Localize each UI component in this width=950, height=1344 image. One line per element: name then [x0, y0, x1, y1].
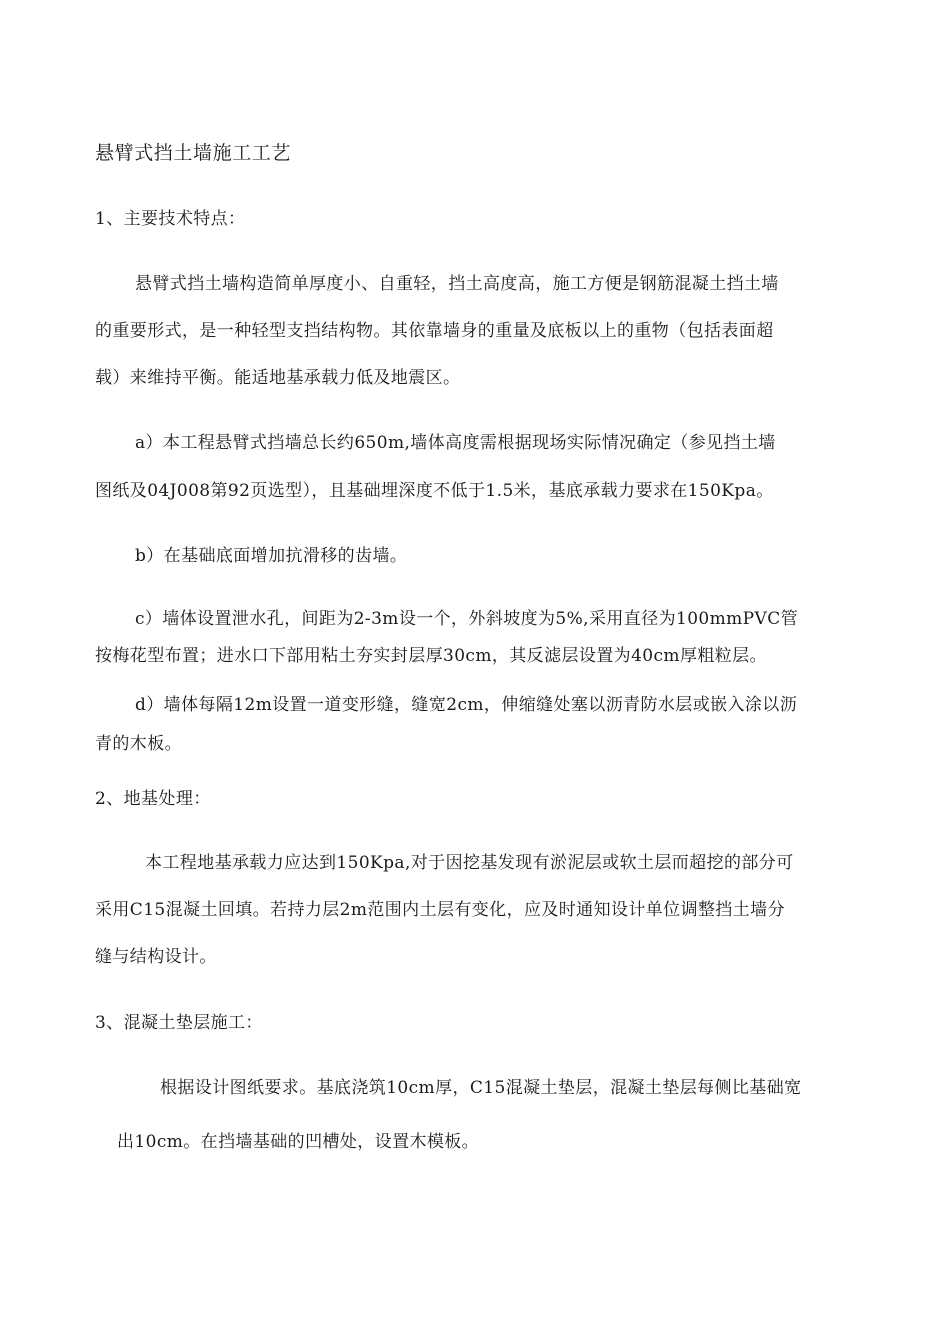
section-1-intro-line-1: 悬臂式挡土墙构造简单厚度小、自重轻，挡土高度高，施工方便是钢筋混凝土挡土墙 — [135, 274, 779, 294]
item-b-line-1: b）在基础底面增加抗滑移的齿墙。 — [135, 546, 408, 566]
section-3-heading: 3、混凝土垫层施工： — [95, 1013, 263, 1033]
section-1-intro-line-2: 的重要形式，是一种轻型支挡结构物。其依靠墙身的重量及底板以上的重物（包括表面超 — [95, 321, 774, 341]
item-c-line-1: c）墙体设置泄水孔，间距为2-3m设一个，外斜坡度为5%,采用直径为100mmPVC管 — [135, 609, 798, 629]
section-1-heading: 1、主要技术特点： — [95, 209, 246, 229]
item-d-line-2: 青的木板。 — [95, 734, 182, 754]
section-2-heading: 2、地基处理： — [95, 789, 211, 809]
item-c-line-2: 按梅花型布置；进水口下部用粘土夯实封层厚30cm，其反滤层设置为40cm厚粗粒层。 — [95, 646, 767, 666]
section-3-body-line-1: 根据设计图纸要求。基底浇筑10cm厚，C15混凝土垫层，混凝土垫层每侧比基础宽 — [160, 1078, 802, 1098]
document-title: 悬臂式挡土墙施工工艺 — [95, 142, 292, 164]
item-a-line-1: a）本工程悬臂式挡墙总长约650m,墙体高度需根据现场实际情况确定（参见挡土墙 — [135, 433, 776, 453]
item-d-line-1: d）墙体每隔12m设置一道变形缝，缝宽2cm，伸缩缝处塞以沥青防水层或嵌入涂以沥 — [135, 695, 798, 715]
section-2-body-line-2: 采用C15混凝土回填。若持力层2m范围内土层有变化，应及时通知设计单位调整挡土墙分 — [95, 900, 785, 920]
section-2-body-line-1: 本工程地基承载力应达到150Kpa,对于因挖基发现有淤泥层或软土层而超挖的部分可 — [145, 853, 794, 873]
section-3-body-line-2: 出10cm。在挡墙基础的凹槽处，设置木模板。 — [117, 1132, 480, 1152]
item-a-line-2: 图纸及04J008第92页选型），且基础埋深度不低于1.5米，基底承载力要求在150Kpa。 — [95, 481, 774, 501]
section-1-intro-line-3: 载）来维持平衡。能适地基承载力低及地震区。 — [95, 368, 461, 388]
section-2-body-line-3: 缝与结构设计。 — [95, 947, 217, 967]
